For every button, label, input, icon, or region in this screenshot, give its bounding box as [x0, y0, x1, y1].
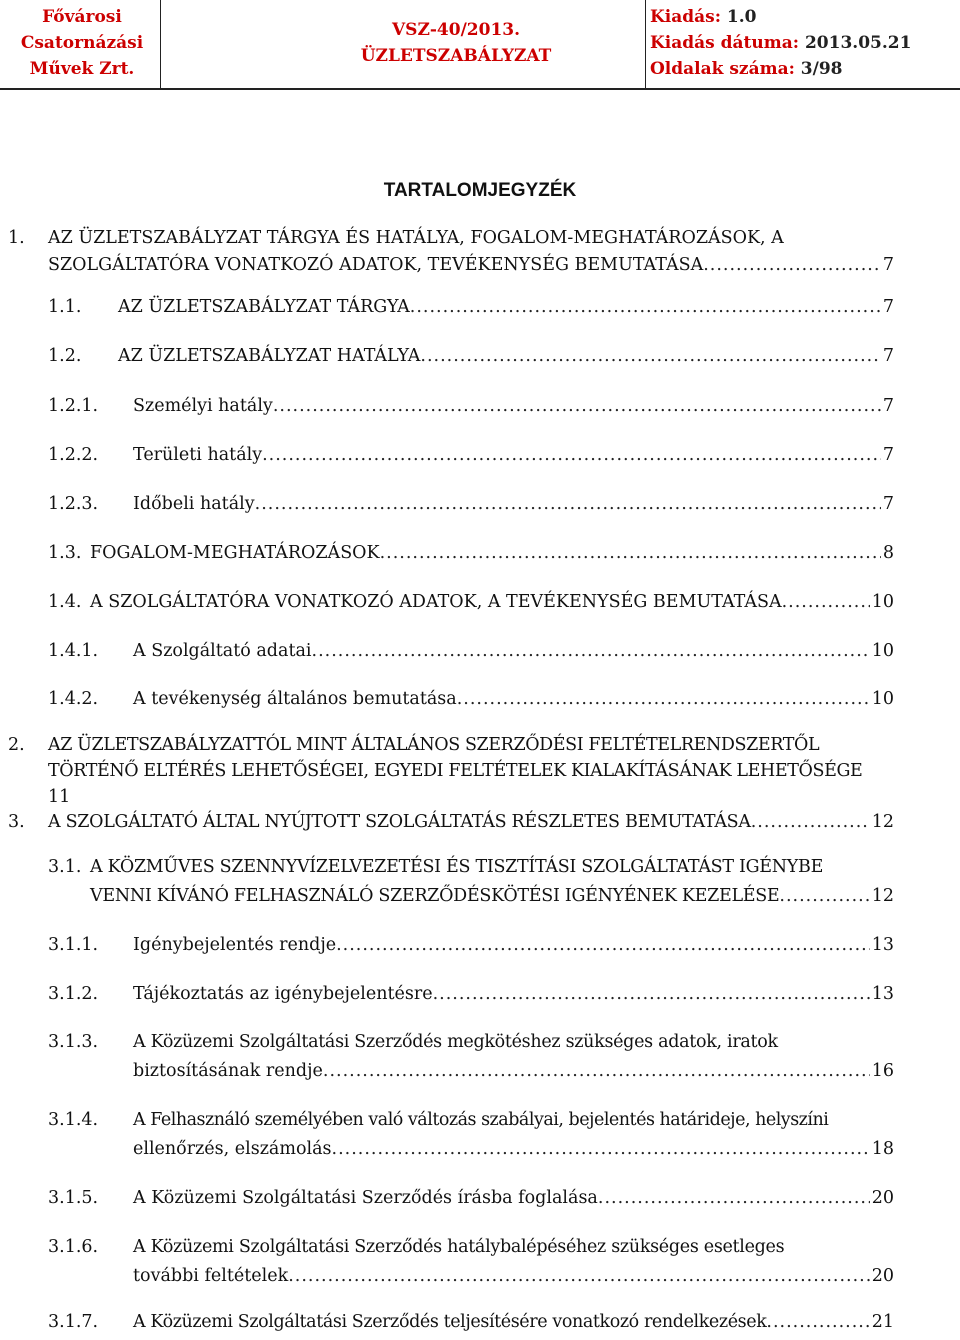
toc-entry-number: 1.3.: [48, 543, 82, 563]
toc-entry-number: 1.2.3.: [48, 494, 99, 514]
toc-leader: [288, 1266, 870, 1286]
toc-entry-title: Területi hatály: [133, 445, 263, 465]
organization-name: Fővárosi Csatornázási Művek Zrt.: [20, 7, 144, 79]
toc-leader: [312, 641, 870, 661]
toc-entry-title: A Közüzemi Szolgáltatási Szerződés hatálybalépéséhez szükséges esetleges: [133, 1237, 785, 1257]
toc-page-number: 16: [871, 1061, 894, 1081]
toc-page-number: 13: [871, 935, 894, 955]
toc-entry-title: SZOLGÁLTATÓRA VONATKOZÓ ADATOK, TEVÉKENYSÉG BEMUTATÁSA: [48, 255, 704, 275]
toc-page-number: 12: [871, 886, 894, 906]
toc-leader: [782, 592, 870, 612]
toc-entry-title: TÖRTÉNŐ ELTÉRÉS LEHETŐSÉGEI, EGYEDI FELTÉTELEK KIALAKÍTÁSÁNAK LEHETŐSÉGE: [48, 761, 863, 781]
toc-entry-number: 1.4.: [48, 592, 82, 612]
toc-entry-number: 3.1.2.: [48, 984, 99, 1004]
toc-entry-title: A Felhasználó személyében való változás szabályai, bejelentés határideje, helyszíni: [133, 1110, 829, 1130]
toc-entry-title: VENNI KÍVÁNÓ FELHASZNÁLÓ SZERZŐDÉSKÖTÉSI IGÉNYÉNEK KEZELÉSE: [90, 886, 780, 906]
document-code: VSZ-40/2013.: [391, 20, 521, 40]
toc-entry-number: 3.1.5.: [48, 1188, 99, 1208]
toc-entry-title: AZ ÜZLETSZABÁLYZATTÓL MINT ÁLTALÁNOS SZERZŐDÉSI FELTÉTELRENDSZERTŐL: [48, 735, 820, 755]
toc-page-number: 7: [882, 346, 894, 366]
toc-entry-title: Személyi hatály: [133, 396, 273, 416]
toc-entry-number: 3.1.3.: [48, 1032, 99, 1052]
toc-entry-number: 3.1.: [48, 857, 82, 877]
toc-leader: [703, 255, 881, 275]
toc-entry-number: 1.: [8, 228, 25, 248]
toc-entry-number: 3.1.1.: [48, 935, 99, 955]
toc-page-number: 21: [871, 1312, 894, 1332]
toc-leader: [332, 1139, 870, 1159]
toc-leader: [410, 297, 881, 317]
toc-entry-title: Tájékoztatás az igénybejelentésre: [133, 984, 433, 1004]
toc-leader: [420, 346, 880, 366]
toc-entry-title: A Közüzemi Szolgáltatási Szerződés megkötéshez szükséges adatok, iratok: [133, 1032, 778, 1052]
toc-page-number: 18: [871, 1139, 894, 1159]
document-title: ÜZLETSZABÁLYZAT: [360, 46, 552, 66]
toc-entry-title: AZ ÜZLETSZABÁLYZAT TÁRGYA: [118, 297, 410, 317]
toc-entry-title: ellenőrzés, elszámolás: [133, 1139, 332, 1159]
toc-leader: [433, 984, 870, 1004]
toc-leader: [779, 886, 869, 906]
toc-leader: [323, 1061, 870, 1081]
toc-entry-title: Időbeli hatály: [133, 494, 255, 514]
toc-page-number: 20: [871, 1266, 894, 1286]
issue-date: Kiadás dátuma: 2013.05.21: [650, 33, 912, 53]
toc-leader: [262, 445, 881, 465]
toc-entry-title: AZ ÜZLETSZABÁLYZAT TÁRGYA ÉS HATÁLYA, FOGALOM-MEGHATÁROZÁSOK, A: [48, 228, 784, 248]
toc-entry-number: 2.: [8, 735, 25, 755]
toc-entry-title: FOGALOM-MEGHATÁROZÁSOK: [90, 543, 380, 563]
toc-page-number: 7: [882, 445, 894, 465]
toc-entry-title: AZ ÜZLETSZABÁLYZAT HATÁLYA: [118, 346, 421, 366]
toc-entry-title: biztosításának rendje: [133, 1061, 323, 1081]
toc-entry-number: 1.1.: [48, 297, 82, 317]
toc-entry-number: 3.1.6.: [48, 1237, 99, 1257]
toc-page-number: 12: [871, 812, 894, 832]
toc-entry-number: 1.2.: [48, 346, 82, 366]
toc-page-number: 8: [882, 543, 894, 563]
toc-leader: [273, 396, 881, 416]
toc-leader: [766, 1312, 869, 1332]
toc-page-number: 10: [871, 689, 894, 709]
toc-entry-number: 3.: [8, 812, 25, 832]
toc-title: TARTALOMJEGYZÉK: [383, 180, 577, 201]
toc-page-number: 7: [882, 297, 894, 317]
toc-page-number: 11: [48, 787, 71, 807]
toc-entry-number: 1.2.2.: [48, 445, 99, 465]
toc-page-number: 10: [871, 592, 894, 612]
toc-leader: [336, 935, 870, 955]
toc-page-number: 20: [871, 1188, 894, 1208]
toc-page-number: 7: [882, 396, 894, 416]
edition: Kiadás: 1.0: [650, 7, 757, 27]
toc-page-number: 10: [871, 641, 894, 661]
toc-entry-title: A tevékenység általános bemutatása: [133, 689, 457, 709]
toc-entry-title: A SZOLGÁLTATÓRA VONATKOZÓ ADATOK, A TEVÉKENYSÉG BEMUTATÁSA: [90, 592, 782, 612]
toc-leader: [598, 1188, 870, 1208]
toc-entry-number: 3.1.4.: [48, 1110, 99, 1130]
toc-page-number: 7: [882, 494, 894, 514]
toc-entry-title: A Közüzemi Szolgáltatási Szerződés írásba foglalása: [133, 1188, 598, 1208]
toc-entry-title: további feltételek: [133, 1266, 289, 1286]
page-count: Oldalak száma: 3/98: [650, 59, 843, 79]
toc-entry-number: 3.1.7.: [48, 1312, 99, 1332]
toc-entry-number: 1.4.1.: [48, 641, 99, 661]
toc-entry-number: 1.2.1.: [48, 396, 99, 416]
toc-leader: [255, 494, 881, 514]
toc-entry-title: Igénybejelentés rendje: [133, 935, 337, 955]
toc-leader: [457, 689, 870, 709]
toc-page-number: 13: [871, 984, 894, 1004]
toc-leader: [380, 543, 881, 563]
toc-entry-title: A KÖZMŰVES SZENNYVÍZELVEZETÉSI ÉS TISZTÍTÁSI SZOLGÁLTATÁST IGÉNYBE: [90, 857, 824, 877]
toc-entry-title: A Közüzemi Szolgáltatási Szerződés teljesítésére vonatkozó rendelkezések: [133, 1312, 767, 1332]
toc-page-number: 7: [882, 255, 894, 275]
toc-entry-title: A SZOLGÁLTATÓ ÁLTAL NYÚJTOTT SZOLGÁLTATÁS RÉSZLETES BEMUTATÁSA: [48, 812, 751, 832]
toc-entry-number: 1.4.2.: [48, 689, 99, 709]
toc-leader: [751, 812, 870, 832]
toc-entry-title: A Szolgáltató adatai: [133, 641, 312, 661]
